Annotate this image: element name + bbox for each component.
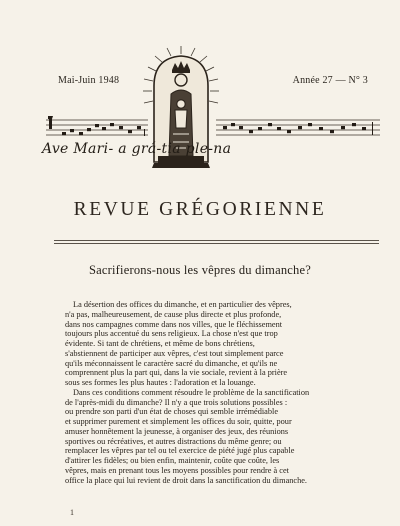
- body-line: d'attirer les fidèles; ou bien enfin, maintenir, coûte que coûte, les: [65, 456, 280, 465]
- body-line: ou prendre son parti d'un état de choses qui semble irrémédiable: [65, 407, 278, 417]
- body-line: qu'ils méconnaissent le caractère sacré du dimanche, et qu'ils ne: [65, 358, 278, 368]
- issue-date: Mai-Juin 1948: [58, 74, 120, 86]
- body-line: dans nos campagnes comme dans nos villes, que le fléchissement: [65, 319, 283, 329]
- body-line: évidente. Si tant de chrétiens, et même de bons chrétiens,: [65, 339, 255, 348]
- article-title: Sacrifierons-nous les vêpres du dimanche?: [88, 263, 312, 277]
- chant-neumes-right: [223, 122, 373, 135]
- chant-motto-lyrics: Ave Mari- a grá-tia ple-na: [42, 141, 232, 157]
- body-line: amuser honnêtement la jeunesse, à organiser des jeux, des réunions: [65, 426, 289, 436]
- body-line: remplacer les vêpres par tel ou tel exercice de piété jugé plus capable: [65, 446, 295, 456]
- journal-title: REVUE GRÉGORIENNE: [73, 199, 327, 220]
- body-line: de l'après-midi du dimanche? Il n'y a que trois solutions possibles :: [65, 397, 288, 407]
- body-line: vêpres, mais en prenant tous les moyens possibles pour rendre à cet: [65, 465, 289, 475]
- body-line: La désertion des offices du dimanche, et en particulier des vêpres,: [73, 300, 292, 309]
- body-line: Dans ces conditions comment résoudre le problème de la sanctification: [73, 387, 310, 397]
- body-line: comprennent plus la part qui, dans la vie sociale, revient à la prière: [65, 368, 288, 378]
- page-number: 1: [70, 508, 74, 517]
- title-rule-top: [54, 240, 379, 241]
- article-body: [65, 300, 379, 485]
- body-line: s'abstiennent de participer aux vêpres, c'est tout simplement parce: [65, 348, 284, 358]
- body-line: sous ses formes les plus hautes : l'adoration et la louange.: [65, 378, 256, 387]
- chant-staff-left: [46, 120, 148, 135]
- body-line: sportives ou récréatives, et autres distractions du même genre; ou: [65, 436, 282, 446]
- issue-header: [58, 72, 376, 88]
- body-line: toujours plus accentué du sens religieux. La chose n'est que trop: [65, 329, 278, 339]
- title-rule-bottom: [54, 243, 379, 244]
- body-line: et supprimer purement et simplement les offices du soir, quitte, pour: [65, 417, 292, 426]
- chant-neumes-left: [48, 116, 145, 136]
- body-line: n'a pas, malheureusement, de cause plus directe et plus profonde,: [65, 309, 282, 319]
- body-line: office la place qui lui revient de droit dans la sanctification du dimanche.: [65, 475, 307, 485]
- issue-volume: Année 27 — N° 3: [292, 74, 368, 86]
